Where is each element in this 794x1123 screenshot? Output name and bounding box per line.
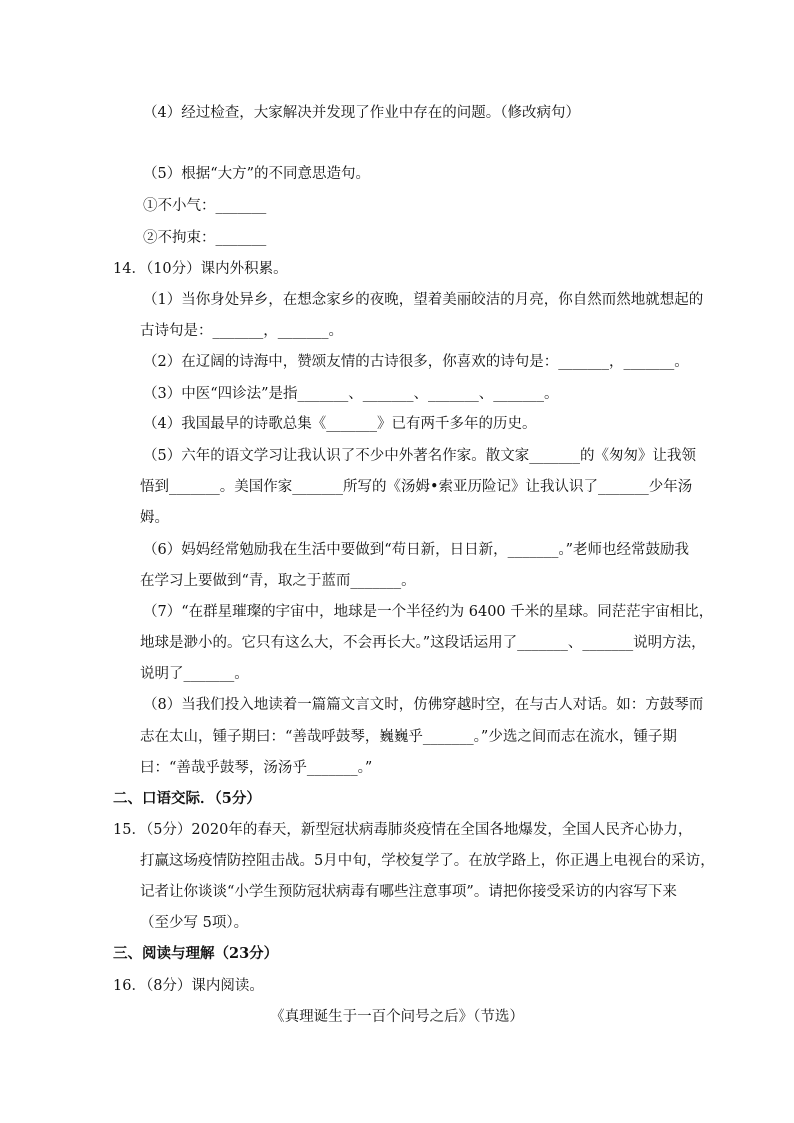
q14-item3: （3）中医“四诊法”是指_______、_______、_______、_______。	[143, 386, 559, 402]
q14-item5-line2: 悟到_______。美国作家_______所写的《汤姆•索亚历险记》让我认识了_______少年汤	[140, 479, 693, 495]
q14-item5-line1: （5）六年的语文学习让我认识了不少中外著名作家。散文家_______的《匆匆》让我领	[143, 448, 696, 464]
q13-item5: （5）根据“大方”的不同意思造句。	[143, 166, 371, 182]
q16-passage-title: 《真理诞生于一百个问号之后》（节选）	[270, 1009, 524, 1025]
q13-item5-a: ①不小气：_______	[143, 198, 267, 214]
q14-item6-line1: （6）妈妈经常勉励我在生活中要做到“苟日新，日日新，_______。”老师也经常鼓励我	[143, 542, 690, 558]
q14-item5-line3: 姆。	[140, 510, 169, 526]
q15-line1: 15．（5分）2020年的春天，新型冠状病毒肺炎疫情在全国各地爆发，全国人民齐心协力，	[113, 822, 693, 838]
q14-item1-line1: （1）当你身处异乡，在想念家乡的夜晚，望着美丽皎洁的月亮，你自然而然地就想起的	[143, 292, 704, 308]
q13-item4: （4）经过检查，大家解决并发现了作业中存在的问题。（修改病句）	[143, 105, 580, 121]
q14-heading: 14．（10分）课内外积累。	[113, 261, 288, 277]
q16-heading: 16．（8分）课内阅读。	[113, 978, 264, 994]
q14-item8-line3: 曰：“善哉乎鼓琴，汤汤乎_______。”	[140, 760, 373, 776]
q14-item1-line2: 古诗句是：_______，_______。	[140, 323, 343, 339]
q13-item5-b: ②不拘束：_______	[143, 230, 267, 246]
q14-item7-line2: 地球是渺小的。它只有这么大，不会再长大。”这段话运用了_______、_______说明方法，	[140, 635, 706, 651]
q14-item4: （4）我国最早的诗歌总集《_______》已有两千多年的历史。	[143, 416, 537, 432]
q14-item6-line2: 在学习上要做到“青，取之于蓝而_______。	[140, 573, 416, 589]
q14-item7-line1: （7）“在群星璀璨的宇宙中，地球是一个半径约为 6400 千米的星球。同茫茫宇宙相比，	[143, 604, 714, 620]
q15-line4: （至少写 5项）。	[140, 915, 249, 931]
q14-item8-line1: （8）当我们投入地读着一篇篇文言文时，仿佛穿越时空，在与古人对话。如：方鼓琴而	[143, 697, 704, 713]
q14-item8-line2: 志在太山，锺子期曰：“善哉呼鼓琴，巍巍乎_______。”少选之间而志在流水，锺子期	[140, 729, 677, 745]
q15-line2: 打赢这场疫情防控阻击战。5月中旬，学校复学了。在放学路上，你正遇上电视台的采访，	[140, 853, 715, 869]
section2-heading: 二、口语交际．（5分）	[113, 790, 261, 807]
q14-item7-line3: 说明了_______。	[140, 666, 249, 682]
q15-line3: 记者让你谈谈“小学生预防冠状病毒有哪些注意事项”。请把你接受采访的内容写下来	[140, 884, 677, 900]
section3-heading: 三、阅读与理解（23分）	[113, 945, 279, 962]
q14-item2: （2）在辽阔的诗海中，赞颂友情的古诗很多，你喜欢的诗句是：_______，_______。	[143, 354, 689, 370]
